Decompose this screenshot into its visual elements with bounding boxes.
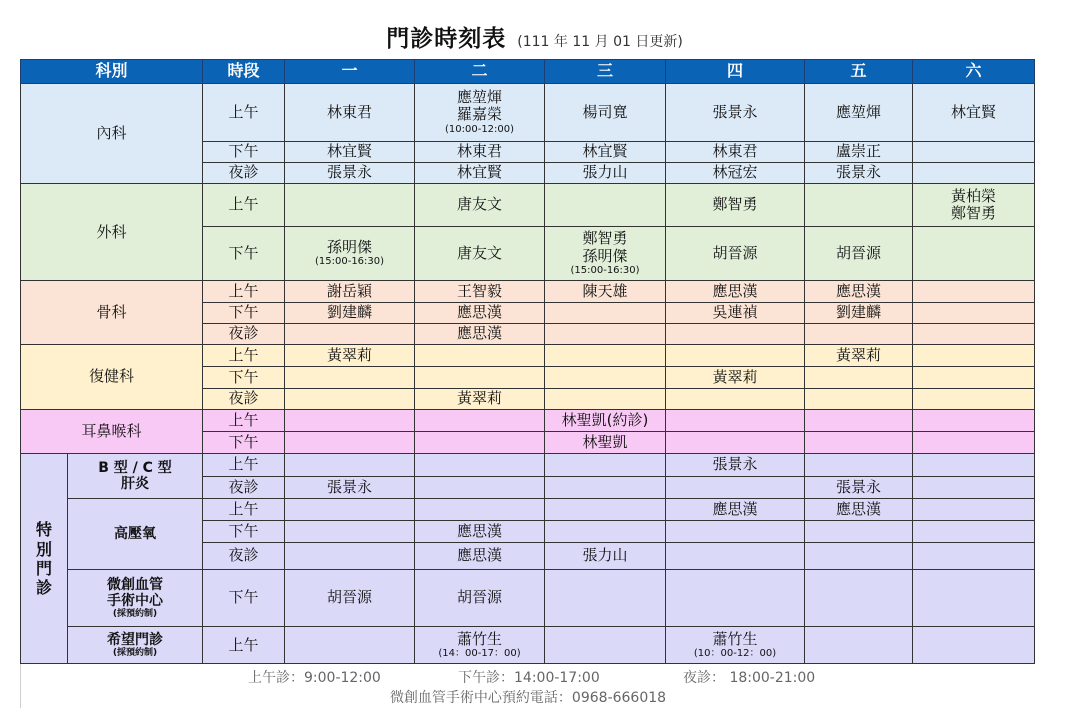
- doctor-cell: [666, 521, 805, 543]
- doctor-cell: [666, 569, 805, 627]
- doctor-cell: [805, 367, 913, 388]
- doctor-name: 鄭智勇: [582, 229, 628, 248]
- doctor-name: 胡晉源: [327, 588, 373, 607]
- table-row: [21, 184, 1035, 227]
- doctor-cell: [805, 432, 913, 454]
- doctor-cell: [545, 521, 666, 543]
- period-cell: 上午: [203, 345, 285, 367]
- doctor-cell: [415, 162, 545, 183]
- time-note: (15:00-16:30): [570, 264, 640, 276]
- doctor-cell: [545, 84, 666, 142]
- period-cell: 上午: [203, 281, 285, 302]
- doctor-cell: [545, 162, 666, 183]
- doctor-cell: [805, 302, 913, 323]
- hours-morning: 上午診：9:00-12:00: [248, 670, 381, 686]
- period-cell: 夜診: [203, 323, 285, 344]
- doctor-cell: [805, 409, 913, 431]
- doctor-name: 黃翠莉: [457, 389, 503, 408]
- doctor-cell: [415, 141, 545, 162]
- doctor-name: 劉建麟: [327, 303, 373, 322]
- period-cell: 上午: [203, 454, 285, 476]
- doctor-cell: [805, 84, 913, 142]
- doctor-name: 林宜賢: [457, 163, 503, 182]
- doctor-cell: [913, 432, 1035, 454]
- doctor-cell: [415, 302, 545, 323]
- doctor-name: 張力山: [582, 163, 628, 182]
- doctor-cell: [913, 184, 1035, 227]
- doctor-cell: [415, 323, 545, 344]
- sub-dept-microvascular-surgery: 微創血管 手術中心 (採預約制): [68, 569, 203, 627]
- period-cell: 下午: [203, 302, 285, 323]
- doctor-cell: [913, 498, 1035, 520]
- doctor-name: 張景永: [327, 477, 373, 496]
- doctor-cell: [913, 281, 1035, 302]
- doctor-cell: [285, 569, 415, 627]
- doctor-cell: [666, 226, 805, 281]
- dept-surgery: 外科: [21, 184, 203, 281]
- doctor-cell: [545, 569, 666, 627]
- schedule-frame: [20, 59, 1034, 664]
- doctor-cell: [415, 432, 545, 454]
- doctor-cell: [415, 226, 545, 281]
- period-cell: 下午: [203, 226, 285, 281]
- doctor-name: 林聖凱(約診): [561, 410, 649, 429]
- doctor-cell: [285, 323, 415, 344]
- table-row: [21, 454, 1035, 476]
- doctor-cell: [805, 569, 913, 627]
- table-row: [21, 627, 1035, 664]
- doctor-cell: [805, 476, 913, 498]
- doctor-name: 唐友文: [457, 195, 503, 214]
- header-day-fri: 五: [805, 60, 913, 84]
- doctor-cell: [545, 543, 666, 569]
- doctor-name: 胡晉源: [836, 243, 882, 262]
- time-note: (14：00-17：00): [438, 647, 521, 659]
- doctor-name: 孫明傑: [582, 246, 628, 265]
- dept-special-clinic: 特 別 門 診: [21, 454, 68, 664]
- doctor-name: 應思漢: [457, 324, 503, 343]
- doctor-name: 應堃煇: [457, 88, 503, 107]
- doctor-cell: [805, 162, 913, 183]
- table-row: [21, 498, 1035, 520]
- doctor-cell: [666, 162, 805, 183]
- doctor-name: 張力山: [582, 546, 628, 565]
- doctor-cell: [805, 521, 913, 543]
- sub-dept-hepatitis: B 型 / C 型 肝炎: [68, 454, 203, 499]
- doctor-cell: [805, 323, 913, 344]
- doctor-cell: [666, 184, 805, 227]
- doctor-name: 胡晉源: [457, 588, 503, 607]
- doctor-cell: [415, 388, 545, 409]
- doctor-cell: [415, 476, 545, 498]
- doctor-cell: [805, 184, 913, 227]
- doctor-name: 蕭竹生: [712, 629, 758, 648]
- table-row: [21, 281, 1035, 302]
- doctor-cell: [913, 226, 1035, 281]
- doctor-name: 胡晉源: [712, 243, 758, 262]
- doctor-name: 羅嘉榮: [457, 105, 503, 124]
- doctor-cell: [913, 302, 1035, 323]
- doctor-cell: [545, 367, 666, 388]
- period-cell: 夜診: [203, 388, 285, 409]
- doctor-name: 王智毅: [457, 281, 503, 300]
- period-cell: 夜診: [203, 162, 285, 183]
- doctor-cell: [805, 627, 913, 664]
- doctor-cell: [666, 345, 805, 367]
- doctor-cell: [545, 345, 666, 367]
- time-note: (10:00-12:00): [444, 123, 515, 135]
- doctor-cell: [913, 521, 1035, 543]
- doctor-name: 應堃煇: [836, 102, 882, 121]
- doctor-cell: [666, 432, 805, 454]
- doctor-cell: [805, 388, 913, 409]
- doctor-cell: [545, 454, 666, 476]
- doctor-cell: [666, 409, 805, 431]
- doctor-cell: [285, 367, 415, 388]
- doctor-cell: [913, 367, 1035, 388]
- doctor-cell: [285, 627, 415, 664]
- doctor-cell: [805, 454, 913, 476]
- doctor-cell: [545, 432, 666, 454]
- doctor-cell: [545, 476, 666, 498]
- doctor-name: 林冠宏: [712, 163, 758, 182]
- dept-internal-medicine: 內科: [21, 84, 203, 184]
- time-note: (10：00-12：00): [693, 647, 777, 659]
- doctor-name: 應思漢: [836, 281, 882, 300]
- footer: [20, 664, 1035, 708]
- doctor-cell: [805, 141, 913, 162]
- doctor-cell: [285, 184, 415, 227]
- doctor-cell: [285, 281, 415, 302]
- doctor-name: 劉建麟: [836, 303, 882, 322]
- doctor-cell: [285, 388, 415, 409]
- doctor-cell: [545, 281, 666, 302]
- doctor-cell: [285, 141, 415, 162]
- doctor-cell: [913, 627, 1035, 664]
- doctor-cell: [913, 162, 1035, 183]
- doctor-name: 張景永: [712, 102, 758, 121]
- doctor-cell: [913, 543, 1035, 569]
- title-main: 門診時刻表: [386, 26, 507, 52]
- doctor-cell: [666, 141, 805, 162]
- doctor-cell: [415, 627, 545, 664]
- period-cell: 下午: [203, 521, 285, 543]
- doctor-name: 楊司寬: [582, 102, 628, 121]
- doctor-cell: [285, 302, 415, 323]
- period-cell: 下午: [203, 141, 285, 162]
- doctor-cell: [666, 302, 805, 323]
- doctor-cell: [285, 162, 415, 183]
- doctor-cell: [545, 226, 666, 281]
- doctor-cell: [415, 281, 545, 302]
- doctor-name: 林東君: [457, 142, 503, 161]
- header-day-wed: 三: [545, 60, 666, 84]
- doctor-cell: [285, 345, 415, 367]
- doctor-name: 黃翠莉: [712, 367, 758, 386]
- period-cell: 上午: [203, 627, 285, 664]
- doctor-cell: [545, 498, 666, 520]
- doctor-cell: [415, 454, 545, 476]
- doctor-cell: [913, 345, 1035, 367]
- doctor-cell: [285, 498, 415, 520]
- period-cell: 夜診: [203, 476, 285, 498]
- doctor-cell: [415, 184, 545, 227]
- doctor-cell: [415, 543, 545, 569]
- doctor-cell: [666, 367, 805, 388]
- doctor-cell: [913, 409, 1035, 431]
- doctor-cell: [415, 498, 545, 520]
- period-cell: 下午: [203, 367, 285, 388]
- doctor-cell: [913, 141, 1035, 162]
- doctor-cell: [415, 84, 545, 142]
- doctor-name: 應思漢: [712, 281, 758, 300]
- booking-phone: 微創血管手術中心預約電話：0968-666018: [389, 690, 667, 706]
- doctor-name: 唐友文: [457, 243, 503, 262]
- doctor-cell: [415, 345, 545, 367]
- doctor-name: 孫明傑: [327, 237, 373, 256]
- header-day-thu: 四: [666, 60, 805, 84]
- period-cell: 上午: [203, 184, 285, 227]
- header-day-sat: 六: [913, 60, 1035, 84]
- sub-dept-hope-clinic: 希望門診 (採預約制): [68, 627, 203, 664]
- doctor-name: 應思漢: [457, 522, 503, 541]
- period-cell: 上午: [203, 409, 285, 431]
- doctor-cell: [805, 345, 913, 367]
- doctor-cell: [666, 498, 805, 520]
- doctor-name: 林東君: [712, 142, 758, 161]
- doctor-name: 林宜賢: [327, 142, 373, 161]
- doctor-cell: [545, 388, 666, 409]
- table-row: [21, 409, 1035, 431]
- doctor-cell: [415, 367, 545, 388]
- doctor-name: 張景永: [836, 163, 882, 182]
- doctor-cell: [666, 323, 805, 344]
- doctor-name: 張景永: [836, 477, 882, 496]
- doctor-name: 應思漢: [836, 499, 882, 518]
- doctor-name: 陳天雄: [582, 281, 628, 300]
- doctor-cell: [285, 84, 415, 142]
- period-cell: 上午: [203, 84, 285, 142]
- doctor-name: 應思漢: [457, 546, 503, 565]
- doctor-cell: [805, 498, 913, 520]
- doctor-cell: [545, 184, 666, 227]
- doctor-name: 林東君: [327, 102, 373, 121]
- doctor-cell: [285, 476, 415, 498]
- doctor-cell: [285, 454, 415, 476]
- doctor-name: 張景永: [327, 163, 373, 182]
- table-row: [21, 345, 1035, 367]
- table-row: [21, 569, 1035, 627]
- doctor-cell: [666, 543, 805, 569]
- page-title: [0, 20, 1069, 53]
- doctor-cell: [285, 521, 415, 543]
- doctor-cell: [415, 569, 545, 627]
- doctor-cell: [666, 476, 805, 498]
- doctor-cell: [415, 409, 545, 431]
- doctor-name: 張景永: [712, 455, 758, 474]
- doctor-cell: [545, 409, 666, 431]
- dept-orthopedics: 骨科: [21, 281, 203, 345]
- schedule-table: [20, 59, 1035, 664]
- doctor-cell: [285, 409, 415, 431]
- doctor-name: 謝岳穎: [327, 281, 373, 300]
- doctor-cell: [913, 323, 1035, 344]
- doctor-name: 鄭智勇: [951, 203, 997, 222]
- doctor-cell: [805, 281, 913, 302]
- table-row: [21, 84, 1035, 142]
- sub-dept-hyperbaric-oxygen: 高壓氧: [68, 498, 203, 569]
- doctor-cell: [285, 226, 415, 281]
- doctor-cell: [415, 521, 545, 543]
- doctor-cell: [666, 281, 805, 302]
- doctor-name: 盧崇正: [836, 142, 882, 161]
- period-cell: 夜診: [203, 543, 285, 569]
- doctor-cell: [913, 476, 1035, 498]
- doctor-cell: [666, 454, 805, 476]
- doctor-name: 林宜賢: [582, 142, 628, 161]
- doctor-cell: [545, 627, 666, 664]
- doctor-cell: [805, 543, 913, 569]
- header-period: 時段: [203, 60, 285, 84]
- doctor-name: 黃柏榮: [951, 186, 997, 205]
- header-dept: 科別: [21, 60, 203, 84]
- doctor-name: 應思漢: [457, 303, 503, 322]
- doctor-cell: [913, 454, 1035, 476]
- doctor-cell: [545, 323, 666, 344]
- period-cell: 下午: [203, 432, 285, 454]
- period-cell: 上午: [203, 498, 285, 520]
- hours-afternoon: 下午診：14:00-17:00: [458, 670, 600, 686]
- hours-night: 夜診： 18:00-21:00: [683, 670, 816, 686]
- doctor-cell: [666, 388, 805, 409]
- time-note: (15:00-16:30): [314, 256, 385, 268]
- dept-rehabilitation: 復健科: [21, 345, 203, 410]
- doctor-cell: [913, 388, 1035, 409]
- doctor-cell: [285, 543, 415, 569]
- doctor-cell: [805, 226, 913, 281]
- doctor-cell: [666, 627, 805, 664]
- period-cell: 下午: [203, 569, 285, 627]
- doctor-cell: [545, 141, 666, 162]
- header-row: [21, 60, 1035, 84]
- doctor-name: 吳連禎: [712, 303, 758, 322]
- header-day-mon: 一: [285, 60, 415, 84]
- header-day-tue: 二: [415, 60, 545, 84]
- doctor-name: 林宜賢: [951, 102, 997, 121]
- doctor-cell: [913, 84, 1035, 142]
- title-update-date: (111 年 11 月 01 日更新): [517, 34, 683, 50]
- doctor-name: 黃翠莉: [836, 346, 882, 365]
- doctor-cell: [913, 569, 1035, 627]
- doctor-name: 鄭智勇: [712, 195, 758, 214]
- doctor-cell: [285, 432, 415, 454]
- doctor-name: 蕭竹生: [457, 629, 503, 648]
- doctor-cell: [545, 302, 666, 323]
- doctor-cell: [666, 84, 805, 142]
- dept-ent: 耳鼻喉科: [21, 409, 203, 454]
- doctor-name: 應思漢: [712, 499, 758, 518]
- doctor-name: 林聖凱: [582, 433, 628, 452]
- doctor-name: 黃翠莉: [327, 346, 373, 365]
